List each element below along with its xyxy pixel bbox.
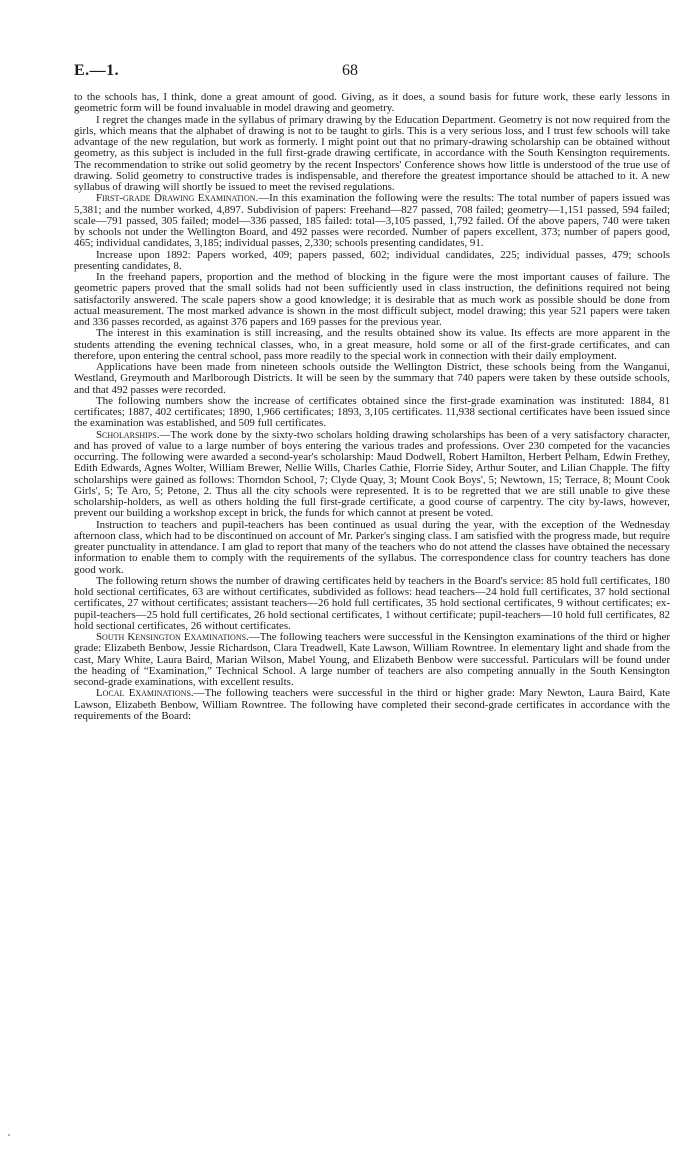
page-header bbox=[74, 62, 670, 92]
paragraph bbox=[74, 193, 670, 249]
scan-mark bbox=[8, 1134, 10, 1136]
paragraph-text: Instruction to teachers and pupil-teachers has been continued as usual during the year, with the exception of the Wednesday afternoon class, which had to be discontinued on account of Mr. Parker's singing class. I am satisfied with the progress made, but require greater punctuality in attendance. I am glad to report that many of the teachers who do not attend the classes have obtained the necessary information to enable them to comply with the requirements of the syllabus. The correspondence class for country teachers has done good work. bbox=[74, 518, 670, 576]
paragraph-text: —In this examination the following were the results: The total number of papers issued was 5,381; and the number worked, 4,897. Subdivision of papers: Freehand—827 passed, 708 failed; geometry—1,151 passed, 594 failed; scale—791 passed, 305 failed; model—336 passed, 185 failed: total—3,105 passed, 1,792 failed. Of the above papers, 740 were taken by schools not under the Wellington Board, and 492 passes were recorded. Number of papers excellent, 373; number of papers good, 465; individual candidates, 3,185; individual passes, 2,330; schools presenting candidates, 91. bbox=[74, 192, 670, 250]
section-heading: Local Examinations. bbox=[96, 687, 194, 700]
paragraph-text: —The work done by the sixty-two scholars holding drawing scholarships has been of a very satisfactory character, and has proved of value to a large number of boys entering the various trades and professions. Over 230 competed for the vacancies occurring. The following were awarded a second-year's scholarship: Maud Dodwell, Robert Hamilton, Herbert Pelham, Edwin Frethey, Edith Edwards, Agnes Wolter, William Brewer, Nellie Wills, Charles Cathie, Florrie Sidey, Arthur Souter, and Lilian Chapple. The fifty scholarships were gained as follows: Thorndon School, 7; Clyde Quay, 3; Mount Cook Boys', 5; Newtown, 15; Terrace, 8; Mount Cook Girls', 5; Te Aro, 5; Petone, 2. Thus all the city schools were represented. It is to be regretted that we are still unable to give these scholarship-holders, as well as others holding the full first-grade certificate, a good course of carpentry. The city by-laws, however, prevent our building a workshop except in brick, the funds for which cannot at present be voted. bbox=[74, 428, 670, 520]
paragraph-text: to the schools has, I think, done a great amount of good. Giving, as it does, a sound basis for future work, these early lessons in geometric form will be found invaluable in model drawing and geometry. bbox=[74, 91, 670, 115]
paragraph bbox=[74, 272, 670, 328]
paragraph bbox=[74, 362, 670, 396]
paragraph bbox=[74, 688, 670, 722]
paragraph bbox=[74, 396, 670, 430]
paragraph-text: I regret the changes made in the syllabus of primary drawing by the Education Department. Geometry is not now required from the girls, which means that the alphabet of drawing is not to be taught to girls. This is a very serious loss, and I trust few schools will take advantage of the new regulation, but work as formerly. I might point out that no primary-drawing scholarship can be obtained without geometry, as this subject is included in the full first-grade drawing certificate, in accordance with the South Kensington requirements. The recommendation to strike out solid geometry by the recent Inspectors' Conference shows how little is understood of the true use of drawing. Solid geometry to constructive trades is indispensable, and therefore the greatest importance should be attached to it. A new syllabus of drawing will shortly be issued to meet the revised regulations. bbox=[74, 113, 670, 193]
paragraph bbox=[74, 115, 670, 194]
paragraph-text: Applications have been made from nineteen schools outside the Wellington District, these schools being from the Wanganui, Westland, Greymouth and Marlborough Districts. It will be seen by the summary that 740 papers were taken by these outside schools, and that 492 passes were recorded. bbox=[74, 361, 670, 396]
paragraph bbox=[74, 328, 670, 362]
section-heading: First-grade Drawing Examination. bbox=[96, 192, 259, 205]
paragraph-text: —The following teachers were successful in the Kensington examinations of the third or higher grade: Elizabeth Benbow, Jessie Richardson, Clara Treadwell, Kate Lawson, William Rowntree. In elementary light and shade from the cast, Mary White, Laura Baird, Marian Wilson, Mabel Young, and Elizabeth Benbow were successful. Particulars will be found under the heading of “Examination,” Technical School. A large number of teachers are also competing annually in the South Kensington second-grade examinations, with excellent results. bbox=[74, 631, 670, 688]
paragraph-text: In the freehand papers, proportion and the method of blocking in the figure were the most important causes of failure. The geometric papers proved that the small solids had not been sufficiently used in class instruction, the definitions required not being satisfactorily answered. The scale papers show a good knowledge; it is desirable that as much work as possible should be done from actual measurement. The most marked advance is shown in the most difficult subject, model drawing; this year 521 papers were taken and 336 passes recorded, as against 376 papers and 169 passes for the previous year. bbox=[74, 271, 670, 328]
paragraph bbox=[74, 576, 670, 632]
section-heading: Scholarships. bbox=[96, 428, 160, 441]
paragraph bbox=[74, 250, 670, 273]
paragraph-text: The following numbers show the increase of certificates obtained since the first-grade examination was instituted: 1884, 81 certificates; 1887, 402 certificates; 1890, 1,966 certificates; 1893, 3,105 certificates. 11,938 sectional certificates have been issued since the examination was established, and 509 full certificates. bbox=[74, 394, 670, 430]
paragraph-text: The following return shows the number of drawing certificates held by teachers in the Board's service: 85 hold full certificates, 180 hold sectional certificates, 63 are without certificates, subdivided as follows: head teachers—24 hold full certificates, 37 hold sectional certificates, 27 without certificates; assistant teachers—26 hold full certificates, 35 hold sectional certificates, 9 without certificates; ex-pupil-teachers—25 hold full certificates, 26 hold sectional certificates, 1 without certificate; pupil-teachers—10 hold full certificates, 82 hold sectional certificates, 26 without certificates. bbox=[74, 574, 670, 632]
page-number: 68 bbox=[342, 62, 358, 79]
body-text bbox=[74, 92, 670, 722]
paragraph-text: The interest in this examination is still increasing, and the results obtained show its value. Its effects are more apparent in the students attending the evening technical classes, who, in a great measure, hold some or all of the first-grade certificates, and can therefore, upon entering the central school, pass more readily to the special work in connection with their daily employment. bbox=[74, 327, 670, 362]
paragraph bbox=[74, 520, 670, 576]
paragraph-text: —The following teachers were successful in the third or higher grade: Mary Newton, Laura Baird, Kate Lawson, Elizabeth Benbow, William Rowntree. The following have completed their second-grade certificates in accordance with the requirements of the Board: bbox=[74, 687, 670, 722]
paragraph bbox=[74, 92, 670, 115]
section-heading: South Kensington Examinations. bbox=[96, 631, 249, 643]
paragraph bbox=[74, 430, 670, 520]
document-reference: E.—1. bbox=[74, 62, 120, 79]
paragraph-text: Increase upon 1892: Papers worked, 409; papers passed, 602; individual candidates, 225; individual passes, 479; schools presenting candidates, 8. bbox=[74, 248, 670, 272]
document-page bbox=[74, 62, 670, 722]
paragraph bbox=[74, 632, 670, 688]
